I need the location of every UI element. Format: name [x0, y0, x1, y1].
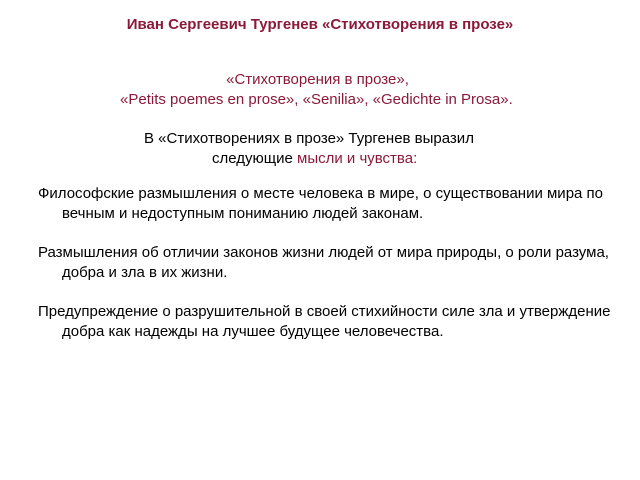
paragraph-warning: Предупреждение о разрушительной в своей стихийности силе зла и утверждение добра как надежды на лучшее будущее человечества. — [38, 303, 611, 340]
intro-line-2-accent: мысли и чувства: — [297, 150, 418, 167]
paragraph-laws-of-life: Размышления об отличии законов жизни людей от мира природы, о роли разума, добра и зла в их жизни. — [38, 244, 609, 281]
work-title-variants: «Petits poemes en prose», «Senilia», «Gedichte in Prosa». — [120, 91, 513, 108]
intro-line-1: В «Стихотворениях в прозе» Тургенев выразил — [144, 130, 474, 147]
paragraph-philosophy: Философские размышления о месте человека в мире, о существовании мира по вечным и недоступным пониманию людей законам. — [38, 185, 604, 222]
intro-line-2-prefix: следующие — [212, 150, 297, 167]
page-title: Иван Сергеевич Тургенев «Стихотворения в прозе» — [126, 16, 514, 33]
intro-line-2 — [212, 149, 417, 169]
work-title-russian: «Стихотворения в прозе», — [226, 71, 409, 88]
